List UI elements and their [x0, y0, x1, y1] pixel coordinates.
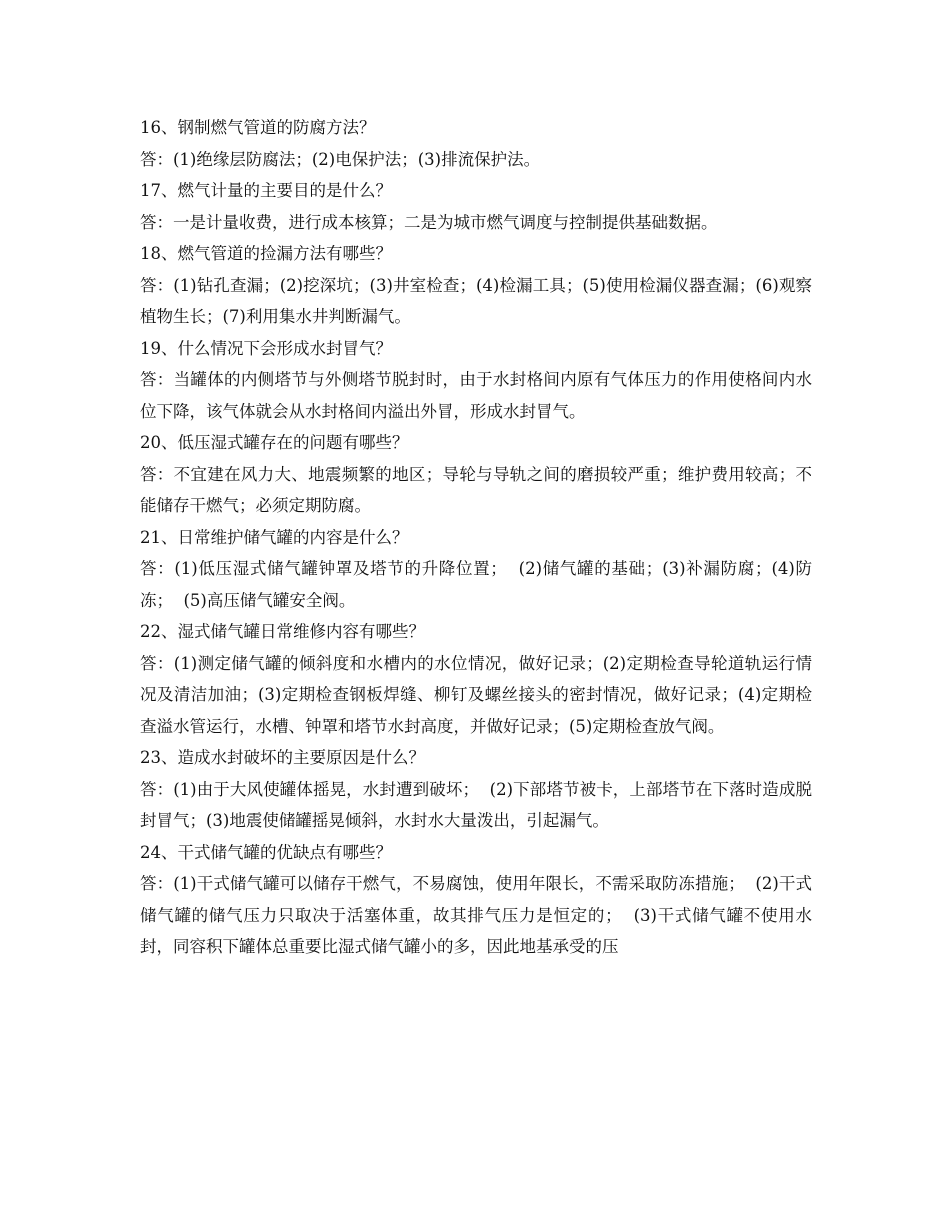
question-16: 16、钢制燃气管道的防腐方法？ [140, 118, 376, 137]
answer-18: 答：(1)钻孔查漏；(2)挖深坑；(3)井室检查；(4)检漏工具；(5)使用检漏仪器查漏；(6)观察植物生长；(7)利用集水井判断漏气。 [140, 275, 812, 326]
answer-23: 答：(1)由于大风使罐体摇晃，水封遭到破坏； (2)下部塔节被卡，上部塔节在下落时造成脱封冒气；(3)地震使储罐摇晃倾斜，水封水大量泼出，引起漏气。 [140, 779, 812, 830]
answer-20: 答：不宜建在风力大、地震频繁的地区；导轮与导轨之间的磨损较严重；维护费用较高；不能储存干燃气；必须定期防腐。 [140, 464, 812, 515]
answer-16: 答：(1)绝缘层防腐法；(2)电保护法；(3)排流保护法。 [140, 149, 541, 169]
answer-22: 答：(1)测定储气罐的倾斜度和水槽内的水位情况，做好记录；(2)定期检查导轮道轨运行情况及清洁加油；(3)定期检查钢板焊缝、柳钉及螺丝接头的密封情况，做好记录；(4)定期检查溢水管运行，水槽、钟罩和塔节水封高度，并做好记录；(5)定期检查放气阀。 [140, 653, 812, 736]
question-17: 17、燃气计量的主要目的是什么？ [140, 181, 392, 200]
question-22: 22、湿式储气罐日常维修内容有哪些？ [140, 622, 425, 641]
question-23: 23、造成水封破坏的主要原因是什么？ [140, 748, 425, 767]
document-page [140, 112, 812, 963]
question-19: 19、什么情况下会形成水封冒气？ [140, 338, 392, 358]
question-21: 21、日常维护储气罐的内容是什么？ [140, 527, 409, 547]
answer-17: 答：一是计量收费，进行成本核算；二是为城市燃气调度与控制提供基础数据。 [140, 212, 718, 232]
question-24: 24、干式储气罐的优缺点有哪些？ [140, 842, 392, 862]
answer-21: 答：(1)低压湿式储气罐钟罩及塔节的升降位置； (2)储气罐的基础；(3)补漏防腐；(4)防冻； (5)高压储气罐安全阀。 [140, 559, 812, 610]
question-20: 20、低压湿式罐存在的问题有哪些？ [140, 433, 409, 452]
answer-24: 答：(1)干式储气罐可以储存干燃气，不易腐蚀，使用年限长，不需采取防冻措施； (2)干式储气罐的储气压力只取决于活塞体重，故其排气压力是恒定的； (3)干式储气罐不使用水封，同容积下罐体总重要比湿式储气罐小的多，因此地基承受的压 [140, 874, 812, 956]
answer-19: 答：当罐体的内侧塔节与外侧塔节脱封时，由于水封格间内原有气体压力的作用使格间内水位下降，该气体就会从水封格间内溢出外冒，形成水封冒气。 [140, 370, 812, 421]
question-18: 18、燃气管道的捡漏方法有哪些？ [140, 244, 392, 263]
